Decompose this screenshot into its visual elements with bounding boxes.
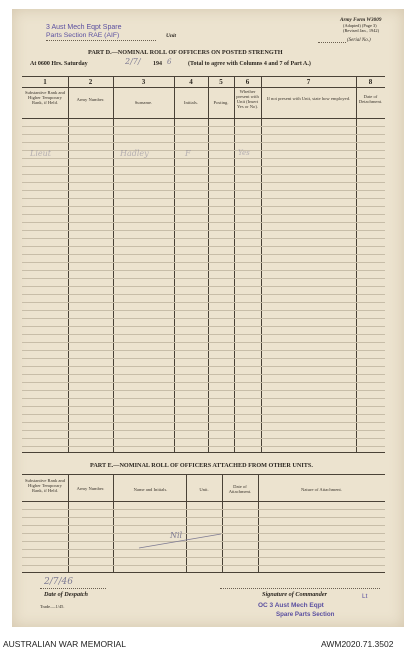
part-e-header-rank: Substantive Rank and Higher Temporary Rank, if Held.: [24, 478, 66, 493]
part-e-nil-handwritten: Nil: [170, 531, 183, 540]
part-e-bottom-rule: [22, 572, 385, 573]
form-number: Army Form W3009: [340, 17, 382, 23]
part-d-row-rule: [22, 366, 385, 367]
part-d-top-rule: [22, 76, 385, 77]
part-d-row-rule: [22, 422, 385, 423]
part-d-row-rule: [22, 230, 385, 231]
part-d-header-posting: Posting.: [213, 100, 229, 105]
stamp-lt: Lt: [362, 593, 368, 600]
part-d-colnum-6: 6: [245, 78, 250, 86]
part-e-title: PART E.—NOMINAL ROLL OF OFFICERS ATTACHED FROM OTHER UNITS.: [90, 462, 313, 469]
part-e-header-rule: [22, 501, 385, 502]
print-code: Trade.—1/45.: [40, 604, 65, 609]
part-d-col-divider: [234, 76, 235, 452]
part-e-header-name: Name and Initials.: [133, 487, 168, 492]
part-d-row-rule: [22, 150, 385, 151]
part-e-header-nature: Nature of Attachment.: [301, 487, 342, 492]
signature-label: Signature of Commander: [262, 591, 327, 598]
part-d-row-rule: [22, 174, 385, 175]
part-d-row-rule: [22, 158, 385, 159]
part-d-header-date-detachment: Date of Detachment.: [358, 94, 383, 104]
part-d-num-rule: [22, 87, 385, 88]
part-d-bottom-rule: [22, 452, 385, 453]
part-d-at-label: At 0600 Hrs. Saturday: [30, 61, 88, 67]
despatch-dotted-line: [40, 588, 106, 589]
entry-present: Yes: [238, 149, 250, 157]
part-d-header-rule: [22, 118, 385, 119]
part-d-row-rule: [22, 430, 385, 431]
entry-initials: F: [185, 149, 191, 158]
part-d-row-rule: [22, 222, 385, 223]
part-d-col-divider: [356, 76, 357, 452]
unit-dotted-line: [46, 40, 156, 41]
part-d-colnum-8: 8: [368, 78, 373, 86]
part-d-date-handwritten: 2/7/: [125, 57, 141, 66]
commander-stamp-line2: Spare Parts Section: [276, 611, 335, 618]
part-d-col-divider: [208, 76, 209, 452]
part-d-row-rule: [22, 214, 385, 215]
part-d-row-rule: [22, 142, 385, 143]
unit-stamp-line1: 3 Aust Mech Eqpt Spare: [46, 24, 122, 31]
unit-label: Unit: [166, 33, 177, 39]
part-d-title: PART D.—NOMINAL ROLL OF OFFICERS ON POSTED STRENGTH: [88, 49, 283, 56]
serial-label: (Serial No.): [347, 38, 371, 43]
part-d-colnum-7: 7: [306, 78, 311, 86]
part-d-row-rule: [22, 262, 385, 263]
part-d-header-employed: If not present with Unit, state how employed.: [266, 96, 351, 101]
part-e-row-rule: [22, 525, 385, 526]
part-d-colnum-5: 5: [219, 78, 223, 86]
part-d-row-rule: [22, 334, 385, 335]
part-d-header-surname: Surname.: [134, 100, 153, 105]
part-d-row-rule: [22, 342, 385, 343]
part-e-row-rule: [22, 557, 385, 558]
caption-left: AUSTRALIAN WAR MEMORIAL: [3, 639, 126, 649]
part-d-row-rule: [22, 358, 385, 359]
part-d-row-rule: [22, 406, 385, 407]
part-d-row-rule: [22, 126, 385, 127]
part-d-row-rule: [22, 414, 385, 415]
part-e-row-rule: [22, 565, 385, 566]
part-d-row-rule: [22, 134, 385, 135]
part-d-row-rule: [22, 278, 385, 279]
part-d-row-rule: [22, 294, 385, 295]
part-d-row-rule: [22, 166, 385, 167]
part-d-total-note: (Total to agree with Columns 4 and 7 of Part A.): [188, 61, 311, 67]
part-d-row-rule: [22, 438, 385, 439]
archive-caption-bar: [0, 637, 417, 653]
part-d-row-rule: [22, 182, 385, 183]
nil-strike-line: [135, 530, 225, 552]
part-d-row-rule: [22, 206, 385, 207]
part-d-col-divider: [68, 76, 69, 452]
part-d-row-rule: [22, 398, 385, 399]
part-d-header-army-number: Army Number.: [76, 97, 105, 102]
part-d-row-rule: [22, 390, 385, 391]
part-d-header-rank: Substantive Rank and Higher Temporary Rank, if Held.: [24, 90, 66, 105]
part-d-row-rule: [22, 318, 385, 319]
part-d-row-rule: [22, 326, 385, 327]
part-d-year-handwritten: 6: [167, 58, 172, 66]
part-e-top-rule: [22, 474, 385, 475]
part-d-row-rule: [22, 190, 385, 191]
unit-stamp-line2: Parts Section RAE (AIF): [46, 32, 120, 39]
entry-surname: Hadley: [120, 149, 149, 158]
part-d-colnum-2: 2: [88, 78, 93, 86]
part-d-row-rule: [22, 382, 385, 383]
part-d-header-present: Whether present with Unit (Insert Yes or No).: [236, 89, 259, 109]
despatch-date-handwritten: 2/7/46: [44, 577, 73, 587]
part-d-colnum-3: 3: [141, 78, 146, 86]
part-e-row-rule: [22, 517, 385, 518]
part-d-row-rule: [22, 310, 385, 311]
part-e-header-army-number: Army Number.: [76, 486, 105, 491]
part-d-row-rule: [22, 238, 385, 239]
part-d-row-rule: [22, 446, 385, 447]
entry-rank: Lieut: [30, 149, 51, 158]
part-d-col-divider: [113, 76, 114, 452]
part-d-year-prefix: 194: [153, 61, 162, 67]
form-adapted: (Adapted) (Page 3): [343, 23, 377, 28]
part-d-header-initials: Initials.: [184, 100, 198, 105]
part-d-row-rule: [22, 198, 385, 199]
part-d-col-divider: [261, 76, 262, 452]
part-d-row-rule: [22, 246, 385, 247]
part-e-row-rule: [22, 509, 385, 510]
part-d-colnum-4: 4: [189, 78, 193, 86]
part-e-header-date-attachment: Date of Attachment.: [228, 484, 252, 494]
serial-dotted-line: [318, 42, 346, 43]
part-d-col-divider: [174, 76, 175, 452]
part-d-row-rule: [22, 254, 385, 255]
commander-stamp-line1: OC 3 Aust Mech Eqpt: [258, 602, 324, 609]
part-d-colnum-1: 1: [43, 78, 47, 86]
part-d-row-rule: [22, 302, 385, 303]
caption-right: AWM2020.71.3502: [321, 639, 394, 649]
part-d-row-rule: [22, 286, 385, 287]
despatch-label: Date of Despatch: [44, 591, 88, 598]
signature-dotted-line: [220, 588, 380, 589]
form-revised: (Revised Jan., 1942): [343, 28, 380, 33]
part-d-row-rule: [22, 374, 385, 375]
part-d-row-rule: [22, 350, 385, 351]
part-d-row-rule: [22, 270, 385, 271]
part-e-header-unit: Unit.: [199, 487, 209, 492]
